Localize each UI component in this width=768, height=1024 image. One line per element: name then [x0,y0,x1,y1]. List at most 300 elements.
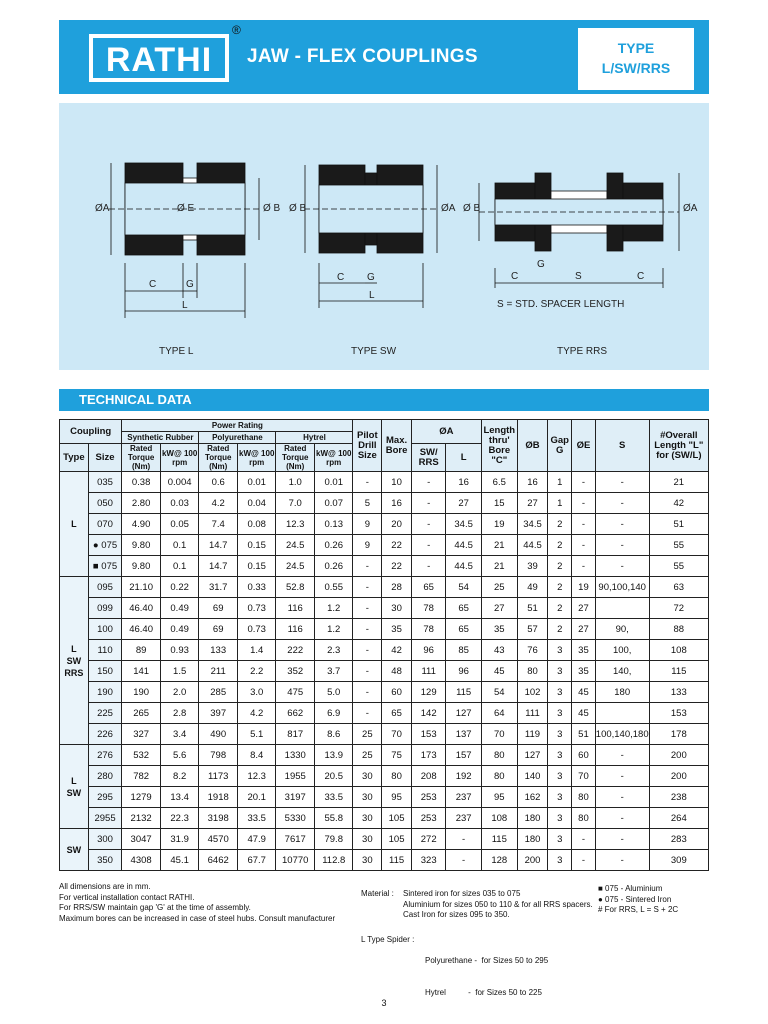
table-cell: 2 [548,556,572,577]
type-sw-label: TYPE SW [351,346,397,357]
table-cell: 67.7 [238,850,276,871]
table-cell: 1330 [276,745,315,766]
table-cell: 283 [649,829,708,850]
poly-torque-header: Rated Torque (Nm) [199,444,238,472]
coupling-header: Coupling [60,420,122,444]
table-cell: 13.4 [160,787,198,808]
table-cell: 3 [548,703,572,724]
size-cell: 035 [88,472,122,493]
dia-a-header: ØA [411,420,481,444]
table-cell: - [572,556,596,577]
sw-rrs-header: SW/ RRS [411,444,446,472]
type-sw-dia-b: Ø B [289,203,307,214]
table-cell: 22 [382,556,412,577]
page-number: 3 [381,998,387,1008]
size-cell: ■ 075 [88,556,122,577]
table-cell: - [595,535,649,556]
table-cell: - [446,829,481,850]
legend-notes [598,884,708,916]
table-cell: - [411,535,446,556]
table-cell: 48 [382,661,412,682]
table-cell: 112.8 [315,850,353,871]
table-cell: 0.07 [315,493,353,514]
type-cell: L SW RRS [60,577,89,745]
table-cell: 51 [649,514,708,535]
table-cell: 51 [572,724,596,745]
table-cell: 30 [382,598,412,619]
table-cell: 200 [649,745,708,766]
table-row [60,472,709,493]
size-cell: 276 [88,745,122,766]
table-cell: 2 [548,619,572,640]
type-rrs-dia-b: Ø B [463,203,481,214]
table-cell: 20.1 [238,787,276,808]
table-cell: 1.0 [276,472,315,493]
s-header: S [595,420,649,472]
table-cell: - [353,556,382,577]
table-cell: 57 [517,619,548,640]
table-cell: 1.5 [160,661,198,682]
table-cell: 0.73 [238,598,276,619]
table-cell: 3 [548,766,572,787]
table-row [60,703,709,724]
table-cell: 0.03 [160,493,198,514]
table-cell: 96 [446,661,481,682]
table-cell: 327 [122,724,161,745]
table-cell: 70 [481,724,517,745]
table-cell: - [595,745,649,766]
table-cell: 211 [199,661,238,682]
coupling-diagrams [59,103,709,370]
legend-line: ● 075 - Sintered Iron [598,894,672,904]
table-cell: 7.4 [199,514,238,535]
table-row [60,787,709,808]
table-cell: 1279 [122,787,161,808]
table-cell: 180 [517,808,548,829]
table-cell: 0.26 [315,535,353,556]
table-cell: - [572,829,596,850]
table-cell: 42 [649,493,708,514]
table-cell: 4.2 [199,493,238,514]
table-cell: 285 [199,682,238,703]
table-cell: 31.7 [199,577,238,598]
table-cell: 95 [382,787,412,808]
type-l-dia-a: ØA [95,203,110,214]
table-cell [595,598,649,619]
page-title: JAW - FLEX COUPLINGS [247,46,478,67]
table-cell: 129 [411,682,446,703]
material-line: Sintered iron for sizes 035 to 075 [403,889,521,898]
table-cell: 9.80 [122,535,161,556]
table-cell: 2.0 [160,682,198,703]
max-bore-header: Max. Bore [382,420,412,472]
table-cell: 70 [382,724,412,745]
table-cell: 96 [411,640,446,661]
table-cell: 80 [481,745,517,766]
technical-data-table [59,419,709,871]
size-cell: 190 [88,682,122,703]
table-row [60,598,709,619]
table-row [60,745,709,766]
table-cell: 80 [517,661,548,682]
table-cell: 21 [481,535,517,556]
table-cell: 3197 [276,787,315,808]
type-l-dia-e: Ø E [177,203,195,214]
table-cell: 65 [411,577,446,598]
table-cell: 45 [572,703,596,724]
table-cell: 0.26 [315,556,353,577]
table-cell: 6.5 [481,472,517,493]
table-cell: 33.5 [315,787,353,808]
table-cell: 30 [353,850,382,871]
table-cell: 116 [276,619,315,640]
table-cell: 0.55 [315,577,353,598]
table-cell: 115 [446,682,481,703]
table-cell: 162 [517,787,548,808]
table-cell: 1 [548,472,572,493]
rubber-kw-header: kW@ 100 rpm [160,444,198,472]
table-cell: 31.9 [160,829,198,850]
rathi-logo [89,34,229,82]
table-cell: 80 [382,766,412,787]
table-cell: - [595,787,649,808]
table-cell: 25 [481,577,517,598]
table-cell: 20.5 [315,766,353,787]
table-cell: 3 [548,829,572,850]
size-cell: 070 [88,514,122,535]
table-cell: 4.90 [122,514,161,535]
table-cell: 24.5 [276,556,315,577]
note-line: Maximum bores can be increased in case of steel hubs. Consult manufacturer [59,913,336,923]
table-row [60,682,709,703]
type-cell: L SW [60,745,89,829]
table-cell: 133 [649,682,708,703]
type-rrs-dim-c-left: C [511,271,519,282]
size-cell: 099 [88,598,122,619]
table-row [60,766,709,787]
table-cell: 0.1 [160,535,198,556]
table-cell: 173 [411,745,446,766]
table-cell: 44.5 [446,556,481,577]
note-line: For RRS/SW maintain gap 'G' at the time of assembly. [59,903,251,912]
power-rating-header: Power Rating [122,420,353,432]
overall-length-header: #Overall Length "L" for (SW/L) [649,420,708,472]
spider-label: L Type Spider : [361,935,415,944]
pilot-header: Pilot Drill Size [353,420,382,472]
table-cell: 70 [572,766,596,787]
table-cell: 13.9 [315,745,353,766]
table-cell: 0.1 [160,556,198,577]
table-cell: - [353,640,382,661]
table-cell [595,703,649,724]
table-cell: 45 [481,661,517,682]
table-cell: - [411,472,446,493]
type-l-label: TYPE L [159,346,194,357]
table-cell: 140 [517,766,548,787]
poly-kw-header: kW@ 100 rpm [238,444,276,472]
table-cell: 2.8 [160,703,198,724]
table-cell: 200 [517,850,548,871]
table-cell: 69 [199,598,238,619]
size-cell: 2955 [88,808,122,829]
table-cell: 0.04 [238,493,276,514]
table-cell: 115 [649,661,708,682]
table-cell: 80 [572,808,596,829]
table-cell: 3.4 [160,724,198,745]
table-cell: - [411,556,446,577]
table-cell: 79.8 [315,829,353,850]
table-cell: - [572,535,596,556]
table-cell: - [572,514,596,535]
table-cell: 127 [446,703,481,724]
table-row [60,514,709,535]
note-line: All dimensions are in mm. [59,882,151,891]
table-cell: - [595,808,649,829]
table-cell: 0.22 [160,577,198,598]
material-line: Aluminium for sizes 050 to 110 & for all RRS spacers. [403,899,593,909]
table-cell: 237 [446,808,481,829]
table-cell: 119 [517,724,548,745]
size-cell: 150 [88,661,122,682]
table-cell: 24.5 [276,535,315,556]
table-cell: 180 [595,682,649,703]
table-cell: 265 [122,703,161,724]
table-cell: 108 [649,640,708,661]
table-cell: 8.4 [238,745,276,766]
table-cell: 153 [411,724,446,745]
type-cell: L [60,472,89,577]
table-cell: 14.7 [199,556,238,577]
table-cell: 532 [122,745,161,766]
table-cell: 55.8 [315,808,353,829]
material-line: Cast Iron for sizes 095 to 350. [403,910,510,919]
table-cell: 14.7 [199,535,238,556]
table-row [60,808,709,829]
table-cell: 140, [595,661,649,682]
table-cell: 153 [649,703,708,724]
table-cell: - [353,661,382,682]
table-cell: 19 [481,514,517,535]
table-cell: 0.01 [315,472,353,493]
table-cell: 22.3 [160,808,198,829]
type-sw-dim-c: C [337,272,345,283]
table-cell: 9 [353,514,382,535]
table-cell: 10 [382,472,412,493]
table-cell: 46.40 [122,619,161,640]
table-cell: 27 [481,598,517,619]
table-cell: 90,100,140 [595,577,649,598]
table-cell: 111 [517,703,548,724]
table-cell: 178 [649,724,708,745]
table-cell: 5.1 [238,724,276,745]
table-cell: 0.15 [238,556,276,577]
table-cell: 45.1 [160,850,198,871]
type-l-drawing [109,163,259,318]
table-cell: 200 [649,766,708,787]
svg-text:RATHI: RATHI [105,41,213,79]
table-cell: 180 [517,829,548,850]
table-cell: 3 [548,850,572,871]
table-cell: 2 [548,535,572,556]
type-label: TYPE [617,40,655,56]
table-cell: 272 [411,829,446,850]
table-cell: 64 [481,703,517,724]
table-cell: 798 [199,745,238,766]
table-cell: 10770 [276,850,315,871]
table-cell: 1955 [276,766,315,787]
table-cell: 264 [649,808,708,829]
polyurethane-header: Polyurethane [199,432,276,444]
size-cell: 300 [88,829,122,850]
table-cell: 39 [517,556,548,577]
note-line: For vertical installation contact RATHI. [59,892,195,902]
table-cell: 44.5 [517,535,548,556]
table-cell: - [595,766,649,787]
table-cell: 3.0 [238,682,276,703]
table-cell: 30 [353,766,382,787]
table-cell: 2 [548,598,572,619]
table-cell: 2.2 [238,661,276,682]
size-cell: 280 [88,766,122,787]
hytrel-torque-header: Rated Torque (Nm) [276,444,315,472]
table-cell: 12.3 [238,766,276,787]
size-cell: 225 [88,703,122,724]
table-cell: 9 [353,535,382,556]
table-cell: 7617 [276,829,315,850]
table-cell: 253 [411,808,446,829]
table-cell: 55 [649,556,708,577]
table-cell: 16 [382,493,412,514]
table-cell: 5 [353,493,382,514]
table-cell: 1173 [199,766,238,787]
table-cell: 12.3 [276,514,315,535]
type-l-dim-c: C [149,279,157,290]
spider-line: Hytrel - for Sizes 50 to 225 [425,987,542,997]
table-cell: 0.38 [122,472,161,493]
table-cell: 128 [481,850,517,871]
table-cell: 0.004 [160,472,198,493]
table-cell: 34.5 [517,514,548,535]
table-cell: 397 [199,703,238,724]
table-cell: 90, [595,619,649,640]
table-cell: 3047 [122,829,161,850]
table-row [60,724,709,745]
table-cell: 95 [481,787,517,808]
section-title: TECHNICAL DATA [59,389,709,411]
table-cell: 16 [446,472,481,493]
type-l-dim-l: L [182,300,188,311]
hytrel-kw-header: kW@ 100 rpm [315,444,353,472]
table-cell: 133 [199,640,238,661]
table-cell: - [353,619,382,640]
size-cell: 050 [88,493,122,514]
table-cell: - [353,577,382,598]
table-cell: 78 [411,619,446,640]
l-header: L [446,444,481,472]
notes-left [59,882,359,924]
table-cell: 662 [276,703,315,724]
type-rrs-dim-s: S [575,271,582,282]
table-cell: 0.49 [160,598,198,619]
table-cell: 45 [572,682,596,703]
table-cell: 49 [517,577,548,598]
table-cell: 28 [382,577,412,598]
table-cell: 65 [446,598,481,619]
size-cell: 095 [88,577,122,598]
table-row [60,640,709,661]
table-cell: - [411,514,446,535]
size-cell: 100 [88,619,122,640]
table-cell: 30 [353,808,382,829]
table-cell: 0.05 [160,514,198,535]
table-cell: 3 [548,661,572,682]
table-cell: 0.6 [199,472,238,493]
size-cell: 226 [88,724,122,745]
table-cell: 3.7 [315,661,353,682]
table-cell: 21 [649,472,708,493]
type-sw-drawing [304,165,437,308]
table-cell: - [353,598,382,619]
table-cell: 4570 [199,829,238,850]
table-cell: 1 [548,493,572,514]
table-row [60,577,709,598]
table-cell: 0.15 [238,535,276,556]
spider-line: Polyurethane - for Sizes 50 to 295 [425,956,549,965]
table-cell: 54 [481,682,517,703]
table-cell: - [595,829,649,850]
table-cell: 490 [199,724,238,745]
hytrel-header: Hytrel [276,432,353,444]
size-header: Size [88,444,122,472]
table-row [60,661,709,682]
table-cell: 208 [411,766,446,787]
table-cell: 3 [548,745,572,766]
table-cell: 8.6 [315,724,353,745]
table-cell: 43 [481,640,517,661]
table-cell: - [595,514,649,535]
table-cell: 55 [649,535,708,556]
table-cell: 60 [382,682,412,703]
table-cell: 6.9 [315,703,353,724]
table-cell: 2.3 [315,640,353,661]
table-cell: - [411,493,446,514]
type-l-dim-g: G [186,279,194,290]
material-notes [403,889,603,921]
table-cell: 6462 [199,850,238,871]
table-cell: 475 [276,682,315,703]
table-cell: 782 [122,766,161,787]
table-cell: 35 [481,619,517,640]
size-cell: 350 [88,850,122,871]
rubber-torque-header: Rated Torque (Nm) [122,444,161,472]
type-rrs-dim-g: G [537,259,545,270]
table-cell: 30 [353,829,382,850]
table-cell: 238 [649,787,708,808]
table-cell: 817 [276,724,315,745]
header-banner [59,20,709,94]
table-cell: 1.2 [315,619,353,640]
table-cell: - [572,493,596,514]
table-cell: 237 [446,787,481,808]
size-cell: 110 [88,640,122,661]
table-cell: 78 [411,598,446,619]
table-cell: 27 [572,619,596,640]
table-row [60,829,709,850]
table-cell: 27 [572,598,596,619]
table-cell: 192 [446,766,481,787]
type-l-dia-b: Ø B [263,203,281,214]
table-cell: 9.80 [122,556,161,577]
